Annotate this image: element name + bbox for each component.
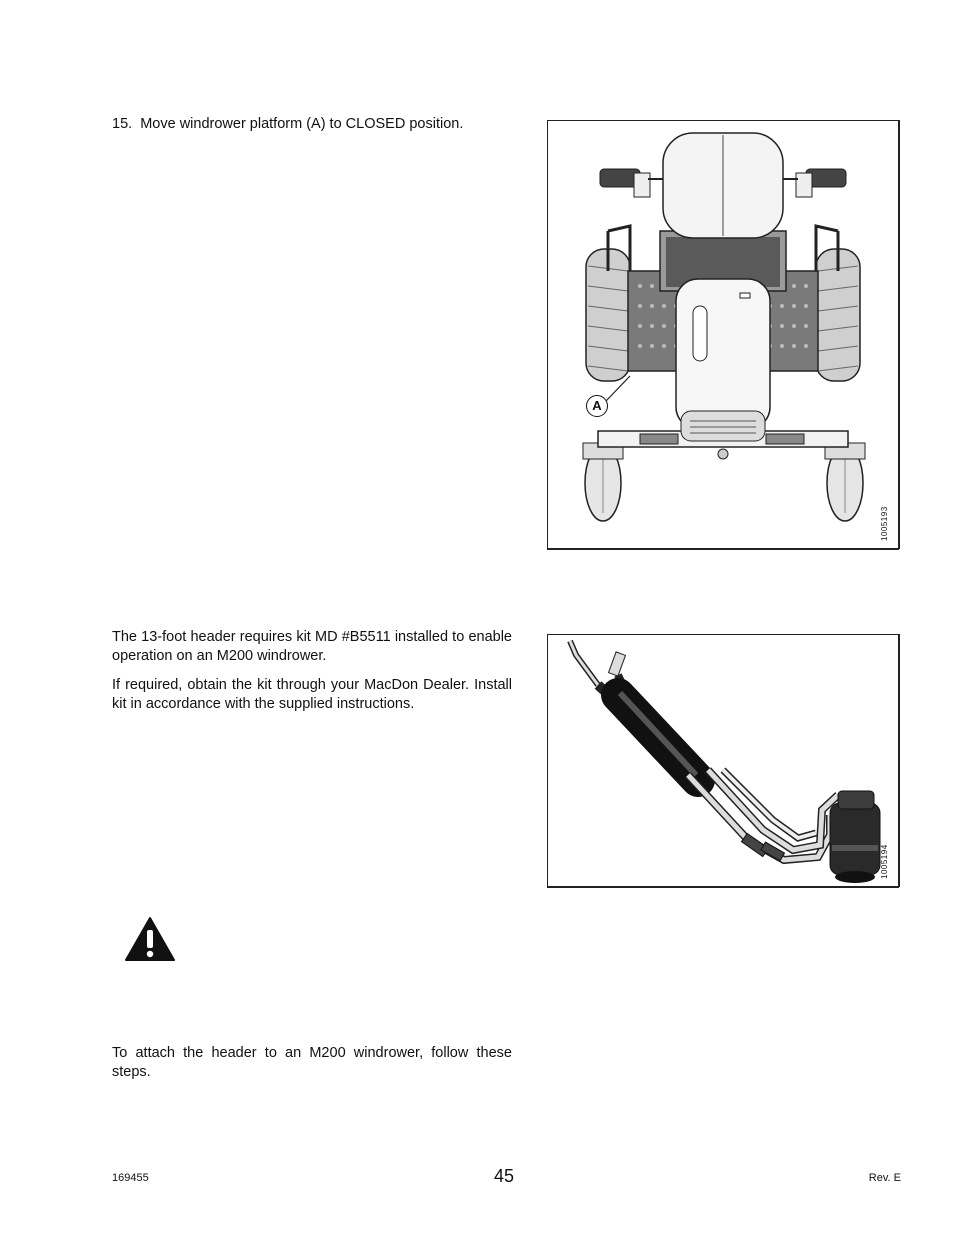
figure-id: 1005194 [880, 844, 889, 879]
hydraulic-kit-illustration [548, 635, 898, 886]
kit-install-paragraph: If required, obtain the kit through your MacDon Dealer. Install kit in accordance with the supplied instructions. [112, 677, 512, 712]
step-text: Move windrower platform (A) to CLOSED position. [140, 116, 464, 132]
windrower-platform-figure [547, 120, 899, 549]
windrower-top-view-illustration [548, 121, 898, 548]
step-15 [112, 115, 512, 134]
revision-label: Rev. E [868, 1172, 901, 1184]
page-number: 45 [494, 1166, 515, 1186]
warning-triangle-icon [124, 916, 176, 962]
attach-header-paragraph: To attach the header to an M200 windrower, follow these steps. [112, 1045, 512, 1080]
document-number: 169455 [112, 1172, 149, 1184]
callout-a: A [586, 395, 608, 417]
step-number: 15. [112, 116, 133, 132]
kit-requirement-paragraph: The 13-foot header requires kit MD #B5511 installed to enable operation on an M200 windrower. [112, 629, 512, 664]
hydraulic-kit-figure [547, 634, 899, 887]
figure-id: 1005193 [880, 506, 889, 541]
